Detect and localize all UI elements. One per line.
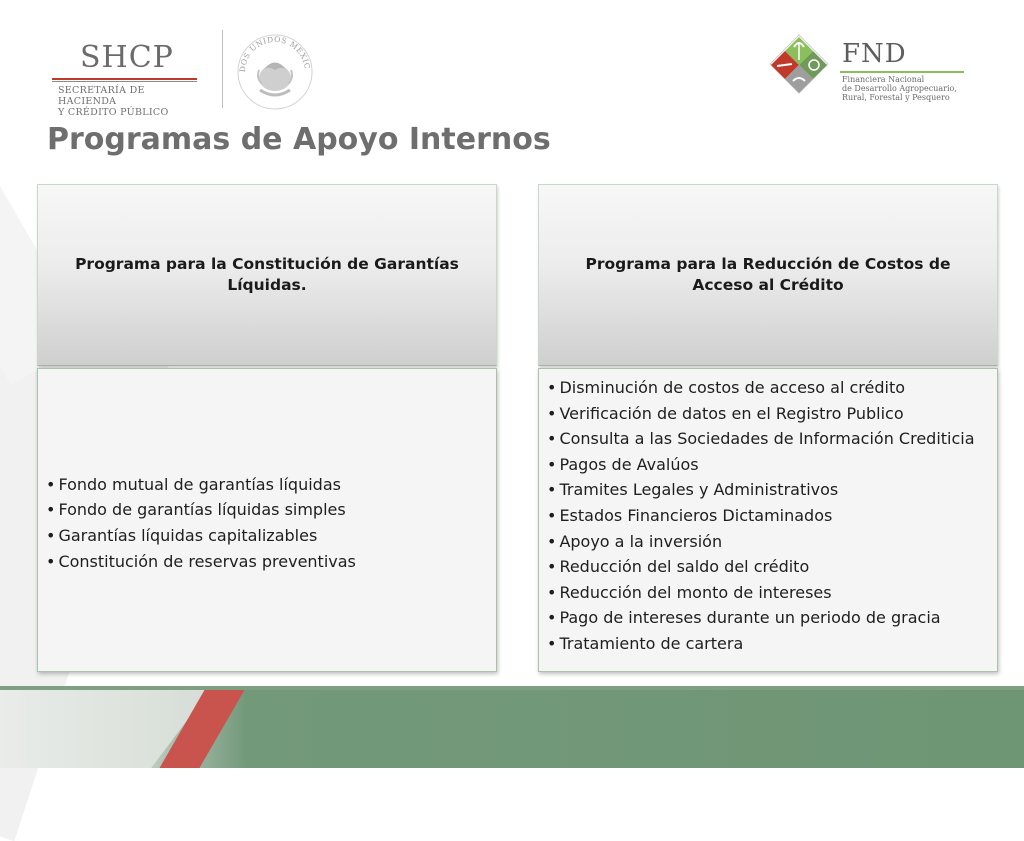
list-item: • Fondo de garantías líquidas simples — [46, 497, 488, 523]
fnd-subtitle — [842, 75, 957, 102]
list-item: • Verificación de datos en el Registro Publico — [547, 401, 989, 427]
fnd-acronym: FND — [842, 39, 907, 69]
list-item: • Tramites Legales y Administrativos — [547, 477, 989, 503]
list-item: • Garantías líquidas capitalizables — [46, 523, 488, 549]
panel-reduccion-costos — [538, 184, 998, 672]
fnd-subtitle-line2: de Desarrollo Agropecuario, — [842, 84, 957, 93]
shcp-logo — [50, 40, 200, 118]
shcp-subtitle-line1: SECRETARÍA DE HACIENDA — [58, 85, 145, 107]
panel-body — [37, 368, 497, 672]
seal-text: DOS UNIDOS MEXIC — [237, 34, 312, 73]
panel-heading — [538, 184, 998, 366]
header-divider — [222, 30, 223, 108]
panel-heading — [37, 184, 497, 366]
list-item: • Reducción del monto de intereses — [547, 580, 989, 606]
fnd-logo — [768, 33, 978, 103]
list-item: • Pago de intereses durante un periodo de gracia — [547, 605, 989, 631]
list-item: • Pagos de Avalúos — [547, 452, 989, 478]
shcp-rule — [52, 78, 197, 80]
fnd-rule — [840, 71, 964, 73]
panel-heading-text: Programa para la Reducción de Costos de Acceso al Crédito — [585, 255, 951, 294]
list-item: • Fondo mutual de garantías líquidas — [46, 472, 488, 498]
list-item: • Tratamiento de cartera — [547, 631, 989, 657]
panel-body — [538, 368, 998, 672]
shcp-subtitle — [58, 85, 200, 118]
list-item: • Disminución de costos de acceso al crédito — [547, 375, 989, 401]
fnd-subtitle-line3: Rural, Forestal y Pesquero — [842, 93, 950, 102]
list-item: • Constitución de reservas preventivas — [46, 549, 488, 575]
panel-heading-text: Programa para la Constitución de Garantías Líquidas. — [75, 255, 459, 294]
shcp-subtitle-line2: Y CRÉDITO PÚBLICO — [58, 107, 169, 118]
national-seal-icon — [232, 26, 318, 112]
list-item: • Apoyo a la inversión — [547, 529, 989, 555]
shcp-rule-secondary — [52, 81, 197, 82]
fnd-subtitle-line1: Financiera Nacional — [842, 75, 925, 84]
fnd-mark-icon — [768, 33, 830, 95]
list-item: • Estados Financieros Dictaminados — [547, 503, 989, 529]
shcp-acronym: SHCP — [80, 40, 174, 75]
panel-garantias-liquidas — [37, 184, 497, 672]
bullet-list — [46, 472, 488, 574]
list-item: • Consulta a las Sociedades de Información Crediticia — [547, 426, 989, 452]
page-title: Programas de Apoyo Internos — [47, 122, 551, 157]
bullet-list — [547, 375, 989, 657]
list-item: • Reducción del saldo del crédito — [547, 554, 989, 580]
